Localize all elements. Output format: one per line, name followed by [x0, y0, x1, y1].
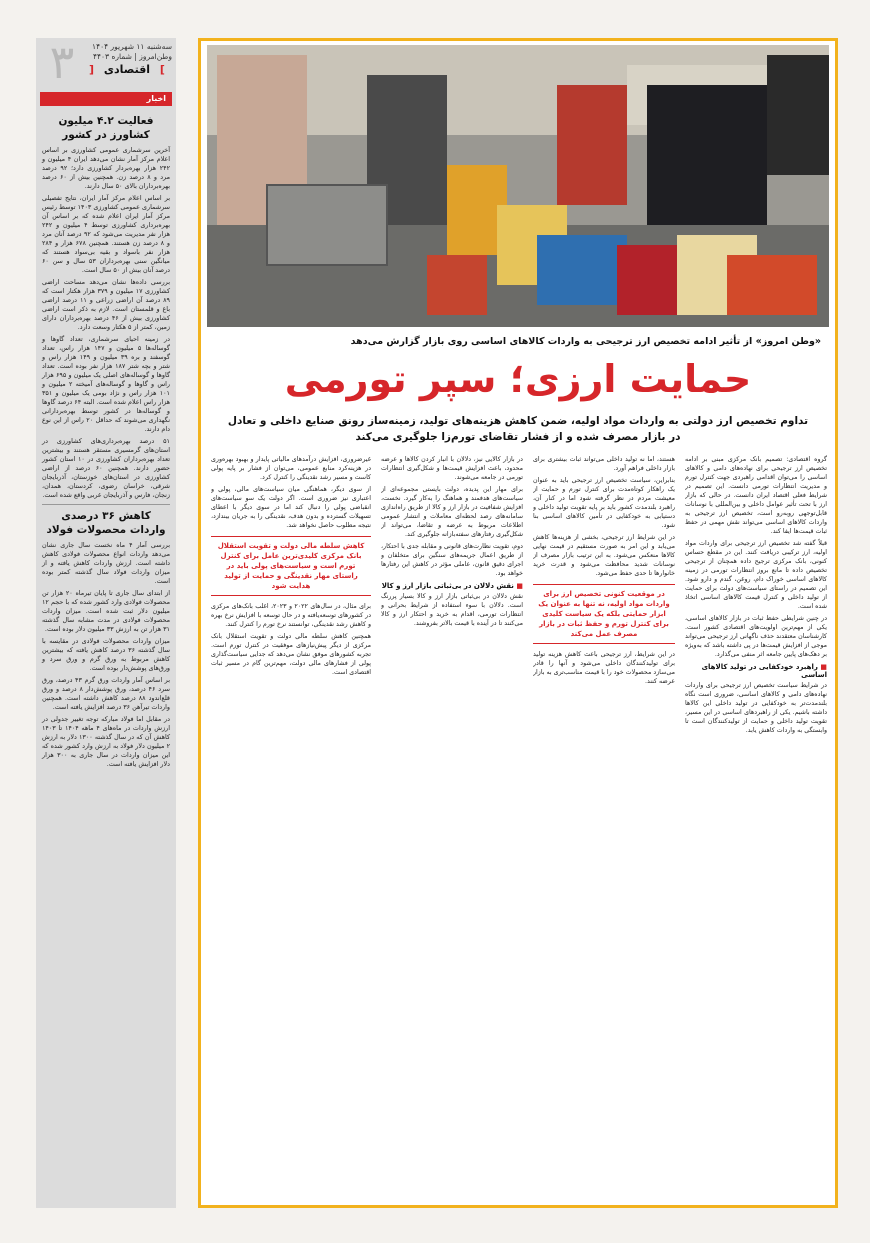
article-kicker: «وطن امروز» از تأثیر ادامه تخصیص ارز ترجیحی به واردات کالاهای اساسی روی بازار گزارش می‌دهد [350, 336, 821, 347]
pull-quote: کاهش سلطه مالی دولت و تقویت استقلال بانک مرکزی کلیدی‌ترین عامل برای کنترل تورم است و سیاست‌های پولی باید در راستای مهار نقدینگی و حمایت از تولید هدایت شود [211, 536, 371, 596]
news2-title: کاهش ۳۶ درصدی واردات محصولات فولاد [46, 510, 166, 536]
article-headline: حمایت ارزی؛ سپر تورمی [284, 357, 752, 401]
article-photo [207, 45, 829, 327]
column-paragraph: در بازار کالایی نیز، دلالان با انبار کردن کالاها و عرضه محدود، باعث افزایش قیمت‌ها و شکل‌گیری انتظارات تورمی در جامعه می‌شوند. [381, 456, 523, 481]
article-columns [209, 455, 827, 1197]
column-paragraph: در این شرایط ارز ترجیحی، بخشی از هزینه‌ها کاهش می‌یابد و این امر به صورت مستقیم در قیمت نهایی کالاها منعکس می‌شود. به این ترتیب بازار مصرف از نوسانات شدید محافظت می‌شود و قدرت خرید خانوارها تا حدی حفظ می‌شود. [533, 534, 675, 577]
column-4 [211, 455, 371, 1197]
bracket-left: [ [89, 63, 95, 76]
news-sidebar [36, 35, 176, 1208]
shopping-cart-photo [207, 45, 829, 327]
column-paragraph: قبلاً گفته شد تخصیص ارز ترجیحی برای واردات مواد اولیه، ارز ترکیبی دریافت کنند. این در مقطع حساس کنونی، بانک مرکزی ترجیح داده همچنان از ترجیحی تخصیص داده تا مانع بروز انتظارات تورمی در زمینه کالاهای اساسی خوراک دام، روغن، گندم و دارو شود. این تصمیم در راستای سیاست‌های دولت برای حمایت از تولید داخلی و کنترل قیمت کالاهای اساسی اتخاذ شده است. [685, 540, 827, 610]
column-paragraph: هستند، اما نه تولید داخلی می‌تواند ثبات بیشتری برای بازار داخلی فراهم آورد. [533, 456, 675, 472]
news-tag: اخبار [40, 92, 172, 106]
column-paragraph: دوم، تقویت نظارت‌های قانونی و مقابله جدی با احتکار، از طریق اعمال جریمه‌های سنگین برای متخلفان و اجرای دقیق قانون، عاملی مؤثر در کاهش این رفتارها خواهد بود. [381, 543, 523, 577]
bracket-right: ] [159, 63, 165, 76]
sidebar-body [36, 106, 176, 769]
section-name: اقتصادی [103, 63, 151, 76]
news1-paragraph: بررسی داده‌ها نشان می‌دهد مساحت اراضی کشاورزی ۱۷ میلیون و ۳۷۹ هزار هکتار است که ۸۹ درصد آن اراضی زراعی و ۱۱ درصد اراضی باغ و قلمستان است. لازم به ذکر است اراضی کشاورزی بیش از ۴۶ درصد بهره‌برداران دارای زمین، کمتر از ۵ هکتار وسعت دارد. [42, 278, 171, 331]
news1-title: فعالیت ۴.۲ میلیون کشاورز در کشور [58, 115, 154, 141]
column-paragraph: غیرضروری، افزایش درآمدهای مالیاتی پایدار و بهبود بهره‌وری در هزینه‌کرد منابع عمومی، می‌توان از فشار بر پایه پولی کاست و مسیر رشد نقدینگی را کنترل کرد. [211, 456, 371, 481]
column-paragraph: همچنین کاهش سلطه مالی دولت و تقویت استقلال بانک مرکزی از دیگر پیش‌نیازهای موفقیت در کنترل تورم است. تجربه کشورهای موفق نشان می‌دهد که جدایی سیاست‌گذاری پولی از فشارهای مالی دولت، مهم‌ترین گام در مسیر ثبات اقتصادی است. [211, 633, 371, 676]
section-label [84, 62, 170, 78]
news1-paragraph: بر اساس اعلام مرکز آمار ایران، نتایج تفصیلی سرشماری عمومی کشاورزی ۱۴۰۳ توسط رئیس مرکز آمار ایران اعلام شده که بر اساس آن بهره‌برداری کشاورزی توسط ۴ میلیون و ۲۴۲ هزار نفر مدیریت می‌شود که ۹۲ درصد آنان مرد و ۸ درصد زن هستند. همچنین ۶۷۸ هزار و ۲۸۴ هزار نفر باسواد و بقیه بی‌سواد هستند که میانگین سنی بهره‌برداران ۵۳ سال و سن ۶۰ درصد آنان بیش از ۵۰ سال است. [42, 194, 171, 274]
column-paragraph: نقش دلالان در بی‌ثباتی بازار ارز و کالا بسیار پررنگ است. دلالان با سوء استفاده از شرایط بحرانی و انتظارات تورمی، اقدام به خرید و احتکار ارز و کالا می‌کنند تا در آینده با قیمت بالاتر بفروشند. [381, 593, 523, 627]
date-line: سه‌شنبه ۱۱ شهریور ۱۴۰۴ [92, 42, 172, 51]
column-3 [381, 455, 523, 1197]
issue-line: وطن‌امروز | شماره ۴۴۰۳ [92, 52, 172, 61]
page-number: ۳ [49, 35, 75, 89]
column-paragraph: در شرایط سیاست تخصیص ارز ترجیحی برای واردات نهاده‌های دامی و کالاهای اساسی، ضروری است نگاه بلندمدت‌تر به خودکفایی در تولید داخلی این کالاها داشته باشیم. یکی از راهبردهای اساسی در این مسیر، تقویت تولید داخلی و حمایت از تولیدکنندگان است تا وابستگی به واردات کاهش یابد. [685, 682, 827, 734]
column-paragraph: بنابراین، سیاست تخصیص ارز ترجیحی باید به عنوان یک راهکار کوتاه‌مدت برای کنترل تورم و حمایت از معیشت مردم در نظر گرفته شود اما در کنار آن، راهبرد بلندمدت کشور باید بر پایه تقویت تولید داخلی و دستیابی به خودکفایی در تأمین کالاهای اساسی بنا شود. [533, 477, 675, 529]
news2-paragraph: از ابتدای سال جاری تا پایان تیرماه ۲۰ هزار تن محصولات فولادی وارد کشور شده که با حجم ۱۲ میلیون دلار ثبت شده است. میزان واردات محصولات فولادی در مدت مشابه سال گذشته ۳۱ هزار تن به ارزش ۳۳ میلیون دلار بوده است. [42, 589, 170, 633]
article-lead: تداوم تخصیص ارز دولتی به واردات مواد اولیه، ضمن کاهش هزینه‌های تولید، زمینه‌ساز رونق صنایع داخلی و تعادل در بازار مصرف شده و از فشار تقاضای تورم‌زا جلوگیری می‌کند [227, 415, 809, 443]
column-2 [533, 455, 675, 1197]
column-paragraph: برای مثال، در سال‌های ۲۰۲۲ و ۲۰۲۳، اغلب بانک‌های مرکزی در کشورهای توسعه‌یافته و در حال توسعه با افزایش نرخ بهره و کاهش رشد نقدینگی، توانستند نرخ تورم را کنترل کنند. [211, 603, 371, 628]
news1-paragraph: آخرین سرشماری عمومی کشاورزی بر اساس اعلام مرکز آمار نشان می‌دهد ایران ۴ میلیون و ۲۴۲ هزار بهره‌بردار کشاورزی دارد؛ ۹۲ درصد مرد و ۸ درصد زن. همچنین بیش از ۶۰ درصد بهره‌برداران بالای ۵۰ سال دارند. [42, 146, 171, 190]
column-paragraph: برای مهار این پدیده، دولت بایستی مجموعه‌ای از سیاست‌های هدفمند و هماهنگ را به‌کار گیرد. نخست، افزایش شفافیت در بازار ارز و کالا از طریق راه‌اندازی سامانه‌های رصد لحظه‌ای معاملات و انتشار عمومی اطلاعات مربوط به عرضه و تقاضا، می‌تواند از شکل‌گیری رفتارهای سفته‌بازانه جلوگیری کند. [381, 486, 523, 538]
news2-paragraph: در مقابل اما فولاد مبارکه توجه تغییر جدولی در ارزش واردات در ماه‌های ۴ ماهه ۱۴۰۴ تا ۱۴۰۳ کاهش آن که در سال گذشته ۱۳۰۰ دلار به ارزش ۲ میلیون دلار فولاد به ارزش وارد کشور شده که این میزان واردات در سال جاری به ۳۰۰ هزار دلار افزایش یافته است. [42, 715, 170, 768]
subheading: ■ نقش دلالان در بی‌ثباتی بازار ارز و کالا [381, 582, 523, 590]
column-1 [685, 455, 827, 1197]
column-paragraph: از سوی دیگر، هماهنگی میان سیاست‌های مالی، پولی و اعتباری نیز ضروری است. اگر دولت یک سو سیاست‌های انقباضی پولی را دنبال کند اما در سوی دیگر با اعطای تسهیلات گسترده و بدون هدف، نقدینگی را به جریان بیندازد، نتیجه مطلوب حاصل نخواهد شد. [211, 486, 371, 529]
news2-paragraph: میزان واردات محصولات فولادی در مقایسه با سال گذشته ۳۶ درصد کاهش یافته که بیشترین کاهش مربوط به ورق گرم و ورق سرد و ورق‌های پوشش‌دار بوده است. [42, 637, 170, 672]
column-paragraph: در این شرایط، ارز ترجیحی باعث کاهش هزینه تولید برای تولیدکنندگان داخلی می‌شود و آنها را قادر می‌سازد محصولات خود را با قیمت مناسب‌تری به بازار عرضه کنند. [533, 651, 675, 685]
news2-paragraph: بررسی آمار ۴ ماه نخست سال جاری نشان می‌دهد واردات انواع محصولات فولادی کاهش داشته است. ارزش واردات کاهش یافته و از میزان واردات فولاد سال گذشته کمتر بوده است. [42, 541, 170, 585]
divider [42, 504, 170, 505]
date-box [82, 42, 172, 62]
news1-paragraph: ۵۱ درصد بهره‌برداری‌های کشاورزی در استان‌های گرمسیری مستقر هستند و بیشترین تعداد بهره‌برداران کشاورزی در ۱۰ استان کشور حضور دارند. همچنین ۶۰ درصد از اراضی کشاورزی در استان‌های خوزستان، آذربایجان شرقی، خراسان رضوی، کردستان، همدان، زنجان، فارس و آذربایجان غربی واقع شده است. [42, 437, 170, 499]
subheading: ■ راهبرد خودکفایی در تولید کالاهای اساسی [685, 663, 827, 679]
main-article [198, 38, 838, 1208]
news1-paragraph: در زمینه احیای سرشماری، تعداد گاوها و گوساله‌ها ۵ میلیون و ۱۴۷ هزار راس، تعداد گوسفند و بره ۳۹ میلیون و ۱۴۹ هزار راس و شتر و بچه شتر ۱۸۷ هزار نفر بوده است. تعداد گاوها و گوساله‌های اصلی یک میلیون و ۶۹۵ هزار راس و گاوها و گوساله‌های آمیخته ۲ میلیون و ۱۰۱ هزار راس و نژاد بومی یک میلیون و ۳۵۱ هزار راس اعلام شده است. البته ۶۴ درصد گاوها و گوساله‌ها در کشور توسط بهره‌بردارانی نگهداری می‌شوند که حداقل ۲۰ راس از این نوع دام دارند. [42, 335, 171, 433]
column-paragraph: گروه اقتصادی: تصمیم بانک مرکزی مبنی بر ادامه تخصیص ارز ترجیحی برای نهاده‌های دامی و کالاهای اساسی را می‌توان اقدامی راهبردی جهت کنترل تورم و مدیریت انتظارات تورمی دانست. این تصمیم در شرایط فعلی اقتصاد ایران دانست. در حالی که بازار ارز با تحت تأثیر عوامل داخلی و بین‌المللی با نوسانات قابل‌توجهی روبه‌رو است، تخصیص ارز ترجیحی به واردات کالاهای اساسی می‌تواند نقش مهمی در حفظ ثبات قیمت‌ها ایفا کند. [685, 456, 827, 535]
masthead [36, 35, 176, 89]
news2-paragraph: بر اساس آمار واردات ورق گرم ۴۳ درصد، ورق سرد ۴۶ درصد، ورق پوشش‌دار ۸ درصد و ورق قلع‌اندود ۸۸ درصد کاهش داشته است. همچنین واردات تیرآهن ۳۶ درصد افزایش یافته است. [42, 676, 171, 711]
pull-quote: در موقعیت کنونی تخصیص ارز برای واردات مواد اولیه، نه تنها به عنوان یک ابزار حمایتی بلکه یک سیاست کلیدی برای کنترل تورم و حفظ ثبات در بازار مصرف عمل می‌کند [533, 584, 675, 644]
column-paragraph: در چنین شرایطی حفظ ثبات در بازار کالاهای اساسی، یکی از مهم‌ترین اولویت‌های اقتصادی کشور است. کارشناسان معتقدند حذف ناگهانی ارز ترجیحی می‌تواند موجی از افزایش قیمت‌ها در پی داشته باشد که به‌ویژه بر دهک‌های پایین جامعه اثر منفی می‌گذارد. [685, 615, 827, 658]
